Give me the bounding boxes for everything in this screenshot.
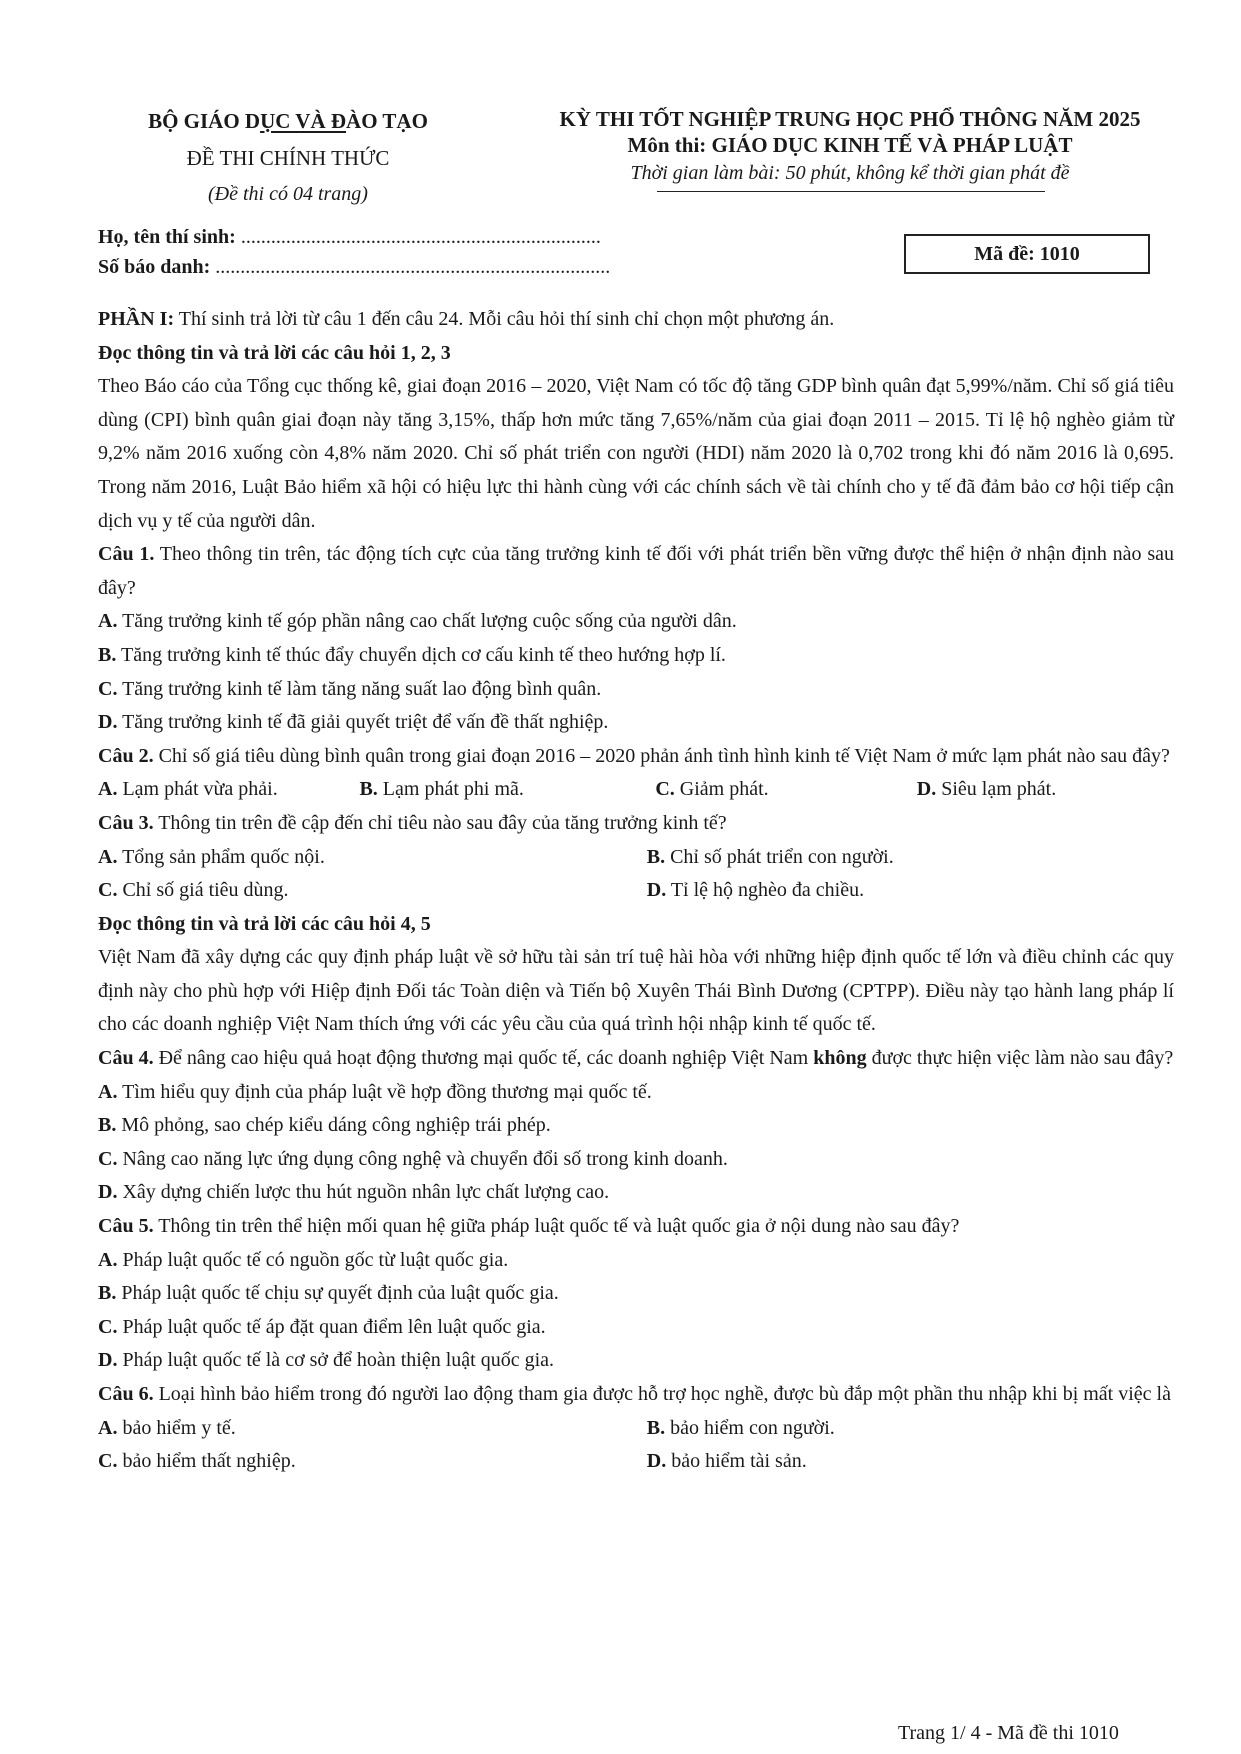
q1-option-a: A. Tăng trưởng kinh tế góp phần nâng cao chất lượng cuộc sống của người dân.	[98, 610, 737, 633]
question-2: Câu 2. Chỉ số giá tiêu dùng bình quân trong giai đoạn 2016 – 2020 phản ánh tình hình kinh tế Việt Nam ở mức lạm phát nào sau đây?	[98, 744, 1170, 767]
q1-option-c: C. Tăng trưởng kinh tế làm tăng năng suất lao động bình quân.	[98, 677, 602, 700]
q1-option-b: B. Tăng trưởng kinh tế thúc đẩy chuyển dịch cơ cấu kinh tế theo hướng hợp lí.	[98, 643, 726, 666]
q4-option-d: D. Xây dựng chiến lược thu hút nguồn nhân lực chất lượng cao.	[98, 1181, 610, 1204]
q3-option-d: D. Tỉ lệ hộ nghèo đa chiều.	[646, 879, 865, 902]
q5-option-c: C. Pháp luật quốc tế áp đặt quan điểm lên luật quốc gia.	[98, 1315, 546, 1338]
question-1: Câu 1. Theo thông tin trên, tác động tích cực của tăng trưởng kinh tế đối với phát triển bền vững được thể hiện ở nhận định nào sau đây?	[98, 543, 1174, 599]
passage2-heading: Đọc thông tin và trả lời các câu hỏi 4, 5	[98, 912, 431, 935]
q3-options-row2	[98, 874, 1174, 908]
passage1-text: Theo Báo cáo của Tổng cục thống kê, giai đoạn 2016 – 2020, Việt Nam có tốc độ tăng GDP bình quân đạt 5,99%/năm. Chỉ số giá tiêu dùng (CPI) bình quân giai đoạn này tăng 3,15%, thấp hơn mức tăng 7,65%/năm của giai đoạn 2011 – 2015. Tỉ lệ hộ nghèo giảm từ 9,2% năm 2016 xuống còn 4,8% năm 2020. Chỉ số phát triển con người (HDI) năm 2020 là 0,702 trong khi đó năm 2016 là 0,695. Trong năm 2016, Luật Bảo hiểm xã hội có hiệu lực thi hành cùng với các chính sách về tài chính cho y tế đã đảm bảo cơ hội tiếp cận dịch vụ y tế của người dân.	[98, 375, 1174, 532]
time-note: Thời gian làm bài: 50 phút, không kể thời gian phát đề	[630, 162, 1070, 184]
q2-option-b: B. Lạm phát phi mã.	[359, 778, 524, 801]
passage1-heading: Đọc thông tin và trả lời các câu hỏi 1, 2, 3	[98, 341, 451, 364]
q2-option-c: C. Giảm phát.	[655, 778, 769, 801]
q3-options-row1	[98, 841, 1174, 875]
q1-option-d: D. Tăng trưởng kinh tế đã giải quyết triệt để vấn đề thất nghiệp.	[98, 711, 609, 734]
q6-options-row1	[98, 1412, 1174, 1446]
ministry-name: BỘ GIÁO DỤC VÀ ĐÀO TẠO	[148, 109, 428, 133]
exam-title: KỲ THI TỐT NGHIỆP TRUNG HỌC PHỔ THÔNG NĂM 2025	[559, 107, 1141, 131]
q6-option-b: B. bảo hiểm con người.	[646, 1416, 835, 1439]
q6-option-d: D. bảo hiểm tài sản.	[646, 1450, 807, 1473]
header-divider	[657, 191, 1045, 192]
exam-body	[98, 303, 1174, 1479]
page-footer: Trang 1/ 4 - Mã đề thi 1010	[898, 1722, 1119, 1744]
exam-code-box: Mã đề: 1010	[904, 234, 1150, 274]
header-right	[505, 106, 1195, 186]
question-5: Câu 5. Thông tin trên thể hiện mối quan hệ giữa pháp luật quốc tế và luật quốc gia ở nội dung nào sau đây?	[98, 1215, 960, 1238]
question-3: Câu 3. Thông tin trên đề cập đến chỉ tiêu nào sau đây của tăng trưởng kinh tế?	[98, 811, 727, 834]
q5-option-a: A. Pháp luật quốc tế có nguồn gốc từ luật quốc gia.	[98, 1248, 509, 1271]
q5-option-d: D. Pháp luật quốc tế là cơ sở để hoàn thiện luật quốc gia.	[98, 1349, 555, 1372]
q5-option-b: B. Pháp luật quốc tế chịu sự quyết định của luật quốc gia.	[98, 1282, 559, 1305]
subject-title: Môn thi: GIÁO DỤC KINH TẾ VÀ PHÁP LUẬT	[627, 133, 1073, 157]
q3-option-b: B. Chỉ số phát triển con người.	[646, 845, 894, 868]
header-left	[118, 108, 458, 207]
pages-note: (Đề thi có 04 trang)	[208, 183, 368, 205]
q3-option-c: C. Chỉ số giá tiêu dùng.	[98, 879, 289, 902]
candidate-id-line: Số báo danh: ...............................................................................	[98, 256, 611, 278]
q3-option-a: A. Tổng sản phẩm quốc nội.	[98, 845, 325, 868]
q2-options	[98, 773, 1174, 807]
q6-option-c: C. bảo hiểm thất nghiệp.	[98, 1450, 296, 1473]
q6-options-row2	[98, 1445, 1174, 1479]
q6-option-a: A. bảo hiểm y tế.	[98, 1416, 236, 1439]
passage2-text: Việt Nam đã xây dựng các quy định pháp luật về sở hữu tài sản trí tuệ hài hòa với những hiệp định quốc tế lớn và điều chỉnh các quy định này cho phù hợp với Hiệp định Đối tác Toàn diện và Tiến bộ Xuyên Thái Bình Dương (CPTPP). Điều này tạo hành lang pháp lí cho các doanh nghiệp Việt Nam thích ứng với các yêu cầu của quá trình hội nhập kinh tế quốc tế.	[98, 946, 1174, 1036]
q4-option-b: B. Mô phỏng, sao chép kiểu dáng công nghiệp trái phép.	[98, 1114, 551, 1137]
q2-option-a: A. Lạm phát vừa phải.	[98, 778, 278, 801]
part-instruction: PHẦN I: Thí sinh trả lời từ câu 1 đến câu 24. Mỗi câu hỏi thí sinh chỉ chọn một phương án.	[98, 308, 835, 330]
q4-option-c: C. Nâng cao năng lực ứng dụng công nghệ và chuyển đổi số trong kinh doanh.	[98, 1147, 728, 1170]
question-6: Câu 6. Loại hình bảo hiểm trong đó người lao động tham gia được hỗ trợ học nghề, được bù đắp một phần thu nhập khi bị mất việc là	[98, 1383, 1171, 1405]
official-label: ĐỀ THI CHÍNH THỨC	[186, 146, 390, 170]
q2-option-d: D. Siêu lạm phát.	[916, 778, 1057, 801]
candidate-name-line: Họ, tên thí sinh: ........................................................................	[98, 226, 601, 248]
question-4: Câu 4. Để nâng cao hiệu quả hoạt động thương mại quốc tế, các doanh nghiệp Việt Nam không được thực hiện việc làm nào sau đây?	[98, 1047, 1174, 1070]
q4-option-a: A. Tìm hiểu quy định của pháp luật về hợp đồng thương mại quốc tế.	[98, 1080, 652, 1103]
